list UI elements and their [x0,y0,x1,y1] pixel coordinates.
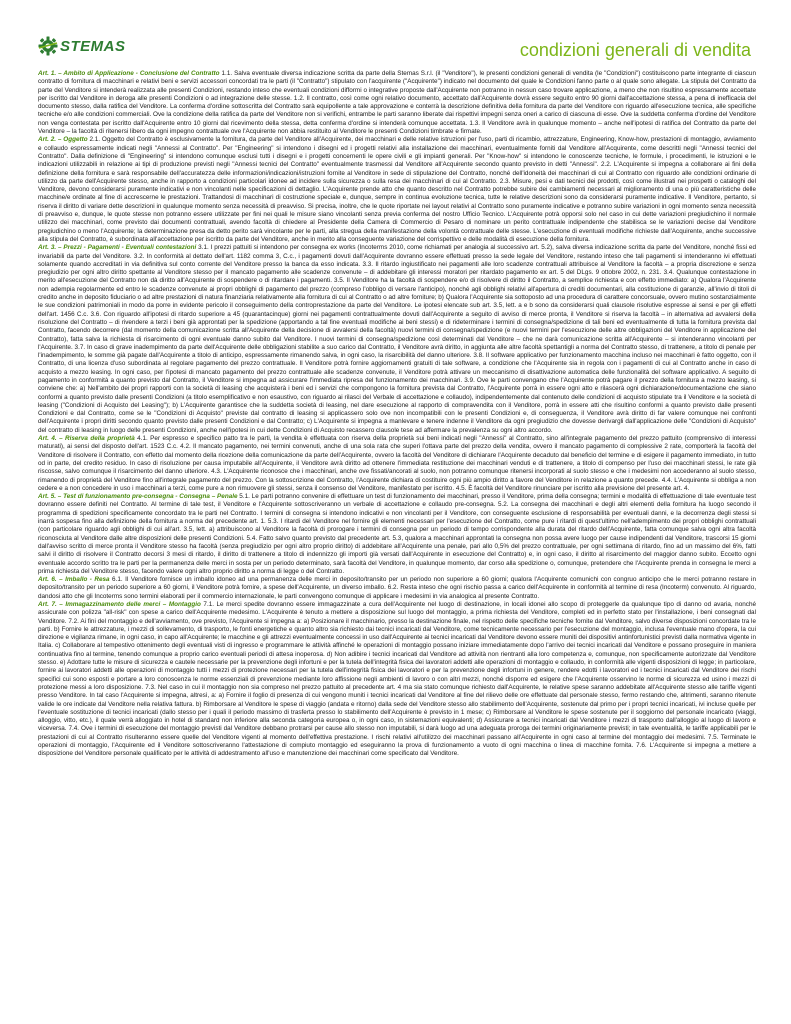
article-paragraph [38,576,756,601]
article-paragraph [38,601,756,759]
page-title: condizioni generali di vendita [519,40,751,60]
article-paragraph [38,136,756,244]
article-text: 4.1. Per espresso e specifico patto tra le parti, la vendita è effettuata con riserva della proprietà sui beni indicati negli "Annessi" al Contratto, sino all'integrale pagamento del prezzo pattuito (comprensivo di interessi maturati), ai sensi del disposto dell'art. 1523 C.c. 4.2. Il mancato pagamento, nei termini convenuti, anche di una sola rata che superi l'ottava parte del prezzo della vendita, ovvero il mancato pagamento di complessive 2 rate, comporterà la facoltà del Venditore di risolvere il Contratto, con effetto dal momento della ricezione della comunicazione da parte dell'Acquirente, ovvero la facoltà del Venditore di dichiarare l'Acquirente decaduto dal beneficio del termine e di esigere il pagamento immediato, in tutto od in parte, del credito residuo. In caso di risoluzione per causa imputabile all'Acquirente, il Venditore avrà diritto ad ottenere l'immediata restituzione dei macchinari venduti e di trattenere, a titolo di compenso per l'uso dei macchinari stessi, le rate già riscosse, salvo comunque il risarcimento del danno ulteriore. 4.3. L'Acquirente riconosce che i macchinari, anche ove fissati/ancorati al suolo, non potranno comunque ritenersi incorporati al suolo stesso e che i medesimi non accederanno al suolo stesso, rimanendo di proprietà del Venditore fino all'integrale pagamento del prezzo. Con la sottoscrizione del Contratto, l'Acquirente dichiara di costituire ogni più ampio diritto a favore del Venditore in relazione a quanto precede. 4.4. L'Acquirente si obbliga a non cedere e a non concedere in uso i macchinari a terzi, come pure a non rimuovere gli stessi, senza il consenso del Venditore, manifestato per iscritto. 4.5. È facoltà del Venditore rinunciare per iscritto alla previsione del presente art. 4. [38,435,756,492]
article-text: 6.1. Il Venditore fornisce un imballo idoneo ad una permanenza delle merci in deposito/transito per un periodo non superiore a 60 giorni; qualora l'Acquirente comunichi con congruo anticipo che le merci potranno restare in deposito/transito per un periodo superiore a 60 giorni, il Venditore potrà fornire, a spese dell'Acquirente, un diverso imballo. 6.2. Resta inteso che ogni rischio passa a carico dell'Acquirente in conformità al termine di resa (Incoterm) convenuto. Al riguardo, dandosi atto che gli Incoterms sono termini elaborati per il commercio internazionale, le parti convengono comunque di applicare i medesimi in via analogica al presente Contratto. [38,576,756,600]
article-heading: Art. 3. – Prezzi - Pagamenti - Eventuali contestazioni [38,244,197,252]
article-paragraph [38,435,756,493]
article-heading: Art. 5. – Test di funzionamento pre-consegna - Consegna – Penale [38,493,238,501]
article-paragraph [38,244,756,435]
article-heading: Art. 6. – Imballo - Resa [38,576,110,584]
article-heading: Art. 2. – Oggetto [38,136,88,144]
article-text: 1.1. Salva eventuale diversa indicazione scritta da parte della Stemas S.r.l. (il "Venditore"), le presenti condizioni generali di vendita (le "Condizioni") costituiscono parte integrante di ciascun contratto di fornitura di macchinari e relativi beni e servizi accessori concordati tra le parti (il "Contratto") stipulato con l'acquirente ("Acquirente") indicato nel documento del quale le Condizioni fanno parte o al quale sono allegate. La stipula del Contratto da parte del Venditore si intenderà realizzata alle presenti Condizioni, restando inteso che eventuali condizioni difformi o integrative proposte dall'Acquirente non potranno in nessun caso trovare applicazione, a meno che non risultino espressamente accettate per iscritto dal Venditore in deroga alle presenti Condizioni o ad integrazione delle stesse. 1.2. Il contratto, così come ogni relativo documento, accettato dall'Acquirente dovrà essere seguito entro 90 giorni dall'accettazione stessa, a pena di inefficacia del documento stesso, dalla ratifica del Venditore. La conferma d'ordine sottoscritta del Contratto sarà equipollente a tale approvazione e conterrà la descrizione definitiva della fornitura da parte del Venditore con riguardo all'esecuzione tecnica, alle specifiche tecniche e/o alle condizioni commerciali. Ove la condizione della ratifica da parte del Venditore non si verifichi, entrambe le parti saranno liberate dai rispettivi impegni senza oneri a carico di ciascuna di esse. Ove la suddetta conferma d'ordine del Venditore non venga contestata per iscritto dall'Acquirente entro 10 giorni dal ricevimento della stessa, detta conferma d'ordine si intenderà comunque accettata. 1.3. Il Venditore avrà in qualunque momento – anche nell'ipotesi di ratifica del Contratto da parte del Venditore – la facoltà di ritenersi libero da ogni impegno contrattuale ove l'Acquirente non abbia restituito al Venditore le presenti Condizioni timbrate e firmate. [38,70,756,136]
article-heading: Art. 1. – Ambito di Applicazione - Conclusione del Contratto [38,70,220,77]
article-text: 3.1. I prezzi pattuiti si intendono per consegna ex works (Incoterms 2010, come richiamati per analogia al successivo art. 5.2), salva diversa indicazione scritta da parte del Venditore, nonché fissi ed invariabili da parte del Venditore. 3.2. In conformità al dettato dell'art. 1182 comma 3, C.c., i pagamenti dovuti dall'Acquirente dovranno essere effettuati presso la sede legale del Venditore, restando inteso che tali pagamenti si intenderanno ivi effettuati solamente quando accreditati in via definitiva sul conto corrente del Venditore presso la banca da esso indicata. 3.3. Il ritardo ingiustificato nei pagamenti alle loro scadenze contrattuali attribuisce al Venditore la facoltà – a propria discrezione e senza pregiudizio per ogni altro diritto spettante al Venditore stesso per il mancato pagamento alle scadenze convenute – di addebitare gli interessi moratori per ritardato pagamento ex art. 5 del DLgs. 9 ottobre 2002, n. 231. 3.4. Qualunque contestazione in merito all'esecuzione del Contratto non dà diritto all'Acquirente di sospendere o di ritardare i pagamenti. 3.5. Il Venditore ha la facoltà di sospendere e/o di risolvere di diritto il Contratto, a semplice richiesta e con effetto immediato: a) Qualora l'Acquirente non adempia regolarmente ed entro le scadenze convenute ai propri obblighi di pagamento del prezzo (compreso l'obbligo di versare l'anticipo), nonché agli obblighi relativi all'apertura di crediti documentari, alla costituzione di garanzie, all'invio di titoli di credito anche in deposito fiduciario o ad altre prestazioni di natura finanziaria relativamente alla fornitura di cui al Contratto o ad altre forniture; b) Qualora l'Acquirente sia sottoposto ad una procedura di carattere concorsuale, ovvero mutino sostanzialmente le sue condizioni patrimoniali in modo da porre in evidente pericolo il conseguimento della controprestazione da parte del Venditore. Le ipotesi elencate sub art. 3.5, lett. a e b sono da considerarsi quali clausole risolutive espresse ai sensi e per gli effetti dell'art. 1456 C.c. 3.6. Con riguardo all'ipotesi di ritardo superiore a 45 (quarantacinque) giorni nei pagamenti contrattualmente dovuti dall'Acquirente a seguito di avviso di merce pronta, il Venditore si riserva la facoltà – in alternativa ad avvalersi della risoluzione del Contratto – di rivendere a terzi i beni già approntati per la spedizione (apportando a tal fine eventuali modifiche ai beni stessi) e di rideterminare i termini di consegna/spedizione di tali beni ed eventualmente di tutta la fornitura prevista dal Contratto, facendo decorrere (dal momento della comunicazione scritta all'Acquirente della decisione di avvalersi della facoltà) nuovi termini di consegna/spedizione (e nuovi termini per l'esecuzione delle altre obbligazioni del Venditore in applicazione del Contratto), fatta salva la richiesta di risarcimento di ogni eventuale danno subito dal Venditore. I nuovi termini di consegna/spedizione così determinati dal Venditore – che ne darà comunicazione scritta all'Acquirente – si intenderanno vincolanti per l'Acquirente. 3.7. In caso di grave inadempimento da parte dell'Acquirente delle obbligazioni stabilite a suo carico dal Contratto, il Venditore avrà diritto, in aggiunta alle altre facoltà spettantigli a norma del Contratto stesso, di trattenere, a titolo di penale per l'inadempimento, le somme già pagate dall'Acquirente a titolo di anticipo, espressamente rimanendo salva, in ogni caso, la risarcibilità del danno ulteriore. 3.8. Il software applicativo per funzionamento macchina incluso nei macchinari è fatto oggetto, con il Contratto, di una licenza d'uso subordinata al regolare pagamento del prezzo contrattuale. Il Venditore potrà fornire aggiornamenti gratuiti di tale software, a condizione che l'Acquirente sia in regola con i pagamenti di cui al Contratto anche in caso di acquisto a mezzo leasing. In ogni caso, per l'ipotesi di mancato pagamento del prezzo contrattuale alle scadenze convenute, il Venditore potrà attivare un meccanismo di disattivazione automatica delle funzionalità del software applicativo. A seguito di pagamento in conformità a quanto previsto dal Contratto, il Venditore si impegna ad assicurare l'immediata ripresa del funzionamento dei macchinari. 3.9. Ove le parti convengano che l'Acquirente potrà pagare il prezzo della fornitura a mezzo leasing, si conviene che: a) Nell'ambito dei propri rapporti con la società di leasing che acquisterà i beni ed i servizi che compongono la fornitura prevista dal Contratto, l'Acquirente porrà in essere ogni atto e rilascerà ogni dichiarazione/documentazione che siano conformi a quanto previsto dalle presenti Condizioni (a titolo esemplificativo e non esaustivo, con riguardo ai rilasci del Verbale di accettazione e collaudo), indipendentemente dal contenuto delle condizioni di acquisto stipulate tra il Venditore e la società di leasing ("Condizioni di Acquisto del Leasing"); b) L'Acquirente garantisce che la suddetta società di leasing, nel dare esecuzione al rapporto di compravendita con il Venditore, porrà in essere atti che risultino conformi a quanto previsto dalle presenti Condizioni e dal Contratto, come se le "Condizioni di Acquisto" previste dal contratto di leasing si applicassero solo ove non incompatibili con le presenti Condizioni e, di conseguenza, il Venditore avrà diritto di far valere comunque nei confronti dell'Acquirente i propri diritti secondo quanto previsto dalle presenti Condizioni e dal Contratto; c) L'Acquirente si impegna a manlevare e tenere indenne il Venditore da ogni pregiudizio che dovesse derivargli dall'applicazione delle "Condizioni di Acquisto" del contratto di leasing in luogo delle presenti Condizioni, anche nell'ipotesi in cui dette Condizioni di Acquisto recassero clausole tese ad affermare la prevalenza su ogni altro accordo. [38,244,756,434]
article-paragraph [38,493,756,576]
article-heading: Art. 7. – Immagazzinamento delle merci – Montaggio [38,601,201,608]
article-text: 7.1. Le merci spedite dovranno essere immagazzinate a cura dell'Acquirente nel luogo di destinazione, in locali idonei allo scopo di proteggerle da qualunque tipo di danno od avaria, nonché assicurate con polizza "all-risk" con spese a carico dell'Acquirente medesimo. L'Acquirente è tenuto a mettere a disposizione sul luogo del montaggio, a prima richiesta del Venditore, completi ed in perfetto stato per l'installazione, i beni consegnati dal Venditore. 7.2. Ai fini del montaggio e dell'avviamento, ove previsto, l'Acquirente si impegna a: a) Posizionare il macchinario, presso la destinazione finale, nel rispetto delle specifiche tecniche fornite dal Venditore, salvo diverse disposizioni concordate tra le parti. b) Fornire le attrezzature, i mezzi di sollevamento, di trasporto, le fonti energetiche e quanto altro sia richiesto dai tecnici incaricati dal Venditore, come tecnicamente necessario per l'esecuzione del montaggio, inclusa l'eventuale mano d'opera, la cui direzione e vigilanza rimane, in ogni caso, in capo all'Acquirente; le macchine e gli attrezzi eventualmente concessi in uso dall'Acquirente ai tecnici incaricati dal Venditore devono essere muniti dei dispositivi antinfortunistici previsti dalla normativa vigente in Italia. c) Collaborare al tempestivo ottenimento degli eventuali visti di ingresso e programmare le attività affinché le operazioni di montaggio possano iniziare immediatamente dopo l'arrivo dei tecnici incaricati dal Venditore e possano proseguire in maniera continuativa fino al termine, tenendo comunque a proprio carico eventuali periodi di attesa inoperosa. d) Non adibire i tecnici incaricati dal Venditore ad attività non rientranti alla loro competenza e, comunque, non specificamente autorizzate dal Venditore stesso. e) Adottare tutte le misure di sicurezza e cautele necessarie per la prevenzione degli infortuni e per la tutela dell'integrità fisica dei lavoratori addetti alle operazioni di montaggio e collaudo, in conformità alle vigenti disposizioni di legge; in particolare, fornire ai lavoratori addetti alle operazioni di montaggio tutti i mezzi di protezione necessari per la tutela dell'integrità fisica dei lavoratori e per la prevenzione degli infortuni in genere, rendere edotti i lavoratori ed i tecnici incaricati dal Venditore dei rischi specifici cui sono esposti e portare a loro conoscenza le norme essenziali di prevenzione mediante loro affissione negli ambienti di lavoro o con altri mezzi, nonché disporre ed esigere che l'Acquirente osservino le norme di sicurezza ed usino i mezzi di protezione messi a loro disposizione. 7.3. Nel caso in cui il montaggio non sia compreso nel prezzo pattuito al precedente art. 4 ma sia stato comunque richiesto dall'Acquirente, le relative spese saranno addebitate all'Acquirente stesso alle tariffe vigenti presso Venditore. In tal caso l'Acquirente si impegna, altresì, a: a) Fornire il foglio di presenza di cui vengono muniti i tecnici incaricati dal Venditore al fine del rilievo delle ore effettuate dal personale stesso, fermo restando che, altrimenti, saranno ritenute valide le ore indicate dal Venditore nella relativa fattura. b) Rimborsare al Venditore le spese di viaggio (andata e ritorno) dalla sede del Venditore stesso allo stabilimento dell'Acquirente, sostenute dal primo per i propri tecnici incaricati, ivi incluse quelle per l'eventuale sostituzione di tecnici incaricati (dallo stesso per i quali il periodo massimo di trasferta presso lo stabilimento dell'Acquirente è previsto in 1 mese; c) Rimborsare al Venditore le spese sostenute per il soggiorno del personale incaricato (viaggi, alloggio, vitto, etc.), il quale verrà alloggiato in hotel di standard non inferiore alla seconda categoria europea o, in ogni caso, in sistemazioni equivalenti; d) Assicurare a tecnici incaricati dal Venditore i mezzi di trasporto dall'alloggio al luogo di lavoro e viceversa. 7.4. Ove i termini di esecuzione del montaggio previsti dal Venditore debbano protrarsi per cause allo stesso non imputabili, si darà luogo ad una adeguata proroga dei termini originariamente previsti; in tale eventualità, le tariffe applicabili per le prestazioni di cui al Contratto risulteranno essere quelle del Venditore vigenti al momento dell'effettiva prestazione. I rischi relativi all'utilizzo dei macchinari passano all'Acquirente in ogni caso al termine del montaggio dei medesimi. 7.5. Terminate le operazioni di montaggio, l'Acquirente ed il Venditore sottoscriveranno l'attestazione di compiuto montaggio ed eseguiranno la prova di funzionamento a vuoto di ogni macchina o linea di macchine fornita. 7.6. L'Acquirente si impegna a mettere a disposizione del Venditore personale qualificato per le attività di addestramento all'uso e manutenzione dei macchinari come specificato dal Venditore. [38,601,756,758]
brand-name: STEMAS [60,37,126,55]
terms-body [38,70,756,1006]
article-text: 5.1. Le parti potranno convenire di effettuare un test di funzionamento dei macchinari, presso il Venditore, prima della consegna; termini e modalità di effettuazione di tale eventuale test dovranno essere definiti nel Contratto. Al termine di tale test, il Venditore e l'Acquirente sottoscriveranno un verbale di accettazione e collaudo pre-consegna. 5.2. La consegna dei macchinari e degli altri elementi della fornitura ha luogo secondo il programma di spedizioni specificamente concordato tra le parti nel Contratto. I termini di consegna si intendono indicativi e non vincolanti per il Venditore, con conseguente esclusione di responsabilità per eventuali danni, e la decorrenza degli stessi si inarrà sospesa fino alla definizione della fornitura a norma del precedente art. 1. 5.3. I ritardi del Venditore nel fornire gli elementi necessari per l'esecuzione del Contratto, come pure i ritardi di quest'ultimo nell'adempimento dei propri obblighi contrattuali (con particolare riguardo agli obblighi di cui all'art. 3.5, lett. a) attribuiscono al Venditore la facoltà di prorogare i termini di consegna per un periodo di tempo corrispondente alla durata del ritardo dell'Acquirente, fatta comunque salva ogni altra facoltà riconosciuta al Venditore dalle altre disposizioni delle presenti Condizioni. 5.4. Fatto salvo quanto previsto dal precedente art. 5.3, qualora a macchinari approntati la consegna non possa avere luogo per cause indipendenti dal Venditore, trascorsi 15 giorni dall'avviso scritto di merce pronta il Venditore stesso ha facoltà (senza pregiudizio per ogni altro proprio diritto) di addebitare all'Acquirente una penale, pari allo 0,5% del prezzo contrattuale, per ogni settimana di ritardo, fino ad un massimo del 6%, fatti salvi il diritto di risolvere il Contratto decorsi 3 mesi di ritardo, il diritto di trattenere a titolo di indennizzo gli importi già versati dall'Acquirente in esecuzione del Contratto) e, in ogni caso, il diritto al risarcimento del maggior danno subito. Eccetto ogni eventuale accordo scritto tra le parti per la permanenza delle merci in sosta per un periodo determinato, sarà facoltà del Venditore, in qualunque momento, dar corso alla spedizione o, comunque, pretendere che l'Acquirente prenda in consegna le merci a prima richiesta del Venditore stesso, facendo valere ogni altro proprio diritto a norma di legge o del Contratto. [38,493,756,575]
stemas-logo [38,36,126,56]
article-paragraph [38,70,756,136]
page-header [0,0,791,60]
article-text: 2.1. Oggetto del Contratto è esclusivamente la fornitura, da parte del Venditore all'Acquirente, dei macchinari e delle relative istruzioni per l'uso, parti di ricambio, attrezzature, Engineering, Know-how, prestazioni di montaggio, avviamento e collaudo espressamente indicati negli "Annessi al Contratto". Per "Engineering" si intendono i disegni ed i progetti relativi alla installazione dei macchinari, eventualmente forniti dal Venditore all'Acquirente, come descritti negli "Annessi tecnici del Contratto". Dalla definizione di "Engineering" si intendono comunque esclusi tutti i disegni e i progetti concernenti le opere civili e gli impianti generali. Per "Know-how" si intendono le conoscenze tecniche, le formule, i procedimenti, le istruzioni e le indicazioni utilizzabili in relazione ai tipi di produzione previsti negli "Annessi tecnici del Contratto" eventualmente trasmessi dal Venditore all'Acquirente secondo quanto previsto in detti "Annessi". 2.2. L'Acquirente si impegna a collaborare ai fini della definizione della fornitura e sarà responsabile dell'accuratezza delle informazioni/indicazioni/istruzioni fornite al Venditore in sede di stipulazione del Contratto, nonché dell'idoneità dei macchinari di cui al Contratto con riguardo alle condizioni ordinarie di utilizzo da parte dell'Acquirente stesso, anche in rapporto a condizioni particolari idonee ad incidere sulla sicurezza o sulla resa dei macchinari di cui al Contratto. 2.3. Misure, pesi e dati tecnici dei prodotti, così come illustrati nei prospetti o cataloghi del Venditore, devono considerarsi puramente indicativi e non vincolanti nelle specificazioni di dettaglio. L'Acquirente prende atto che quanto descritto nel Contratto potrebbe subire dei cambiamenti necessari al miglioramento di una o più caratteristiche delle macchine/e ordinate al fine di accrescerne le prestazioni. Trattandosi di macchinari di costruzione speciale e, dunque, sempre in continua evoluzione tecnica, tutte le relative descrizioni sono da considerarsi puramente indicative. Il Venditore, pertanto, si riserva il diritto di variare dette descrizioni in qualunque momento senza necessità di preavviso. Si precisa, inoltre, che le quote riportate nei layout relativi al Contratto sono puramente indicative e potranno subire variazioni in ogni momento senza necessità di preavviso e, dunque, le quote stesse non potranno essere utilizzate per fini nei quali le misure siano vincolanti senza previa conferma del nostro Ufficio Tecnico. L'Acquirente potrà opporsi solo nel caso in cui dette variazioni pregiudichino il normale utilizzo dei macchinari, come previsto dai documenti contrattuali, avendo facoltà di chiedere al Presidente della Camera di Commercio di Pesaro di nominare un perito contrattuale indipendente che stabilisca se le variazioni decise dal Venditore pregiudichino o meno l'Acquirente; la determinazione presa da detto perito sarà vincolante per le parti, alla stregua della manifestazione della volontà contrattuale delle stesse. L'esecuzione di eventuali modifiche richieste dall'Acquirente, anche successive alla stipula del Contratto, è subordinata all'accettazione per iscritto da parte del Venditore, anche in merito alla conseguente variazione del corrispettivo e delle modalità di esecuzione della fornitura. [38,136,756,243]
gear-icon [38,36,58,56]
article-heading: Art. 4. – Riserva della proprietà [38,435,135,443]
